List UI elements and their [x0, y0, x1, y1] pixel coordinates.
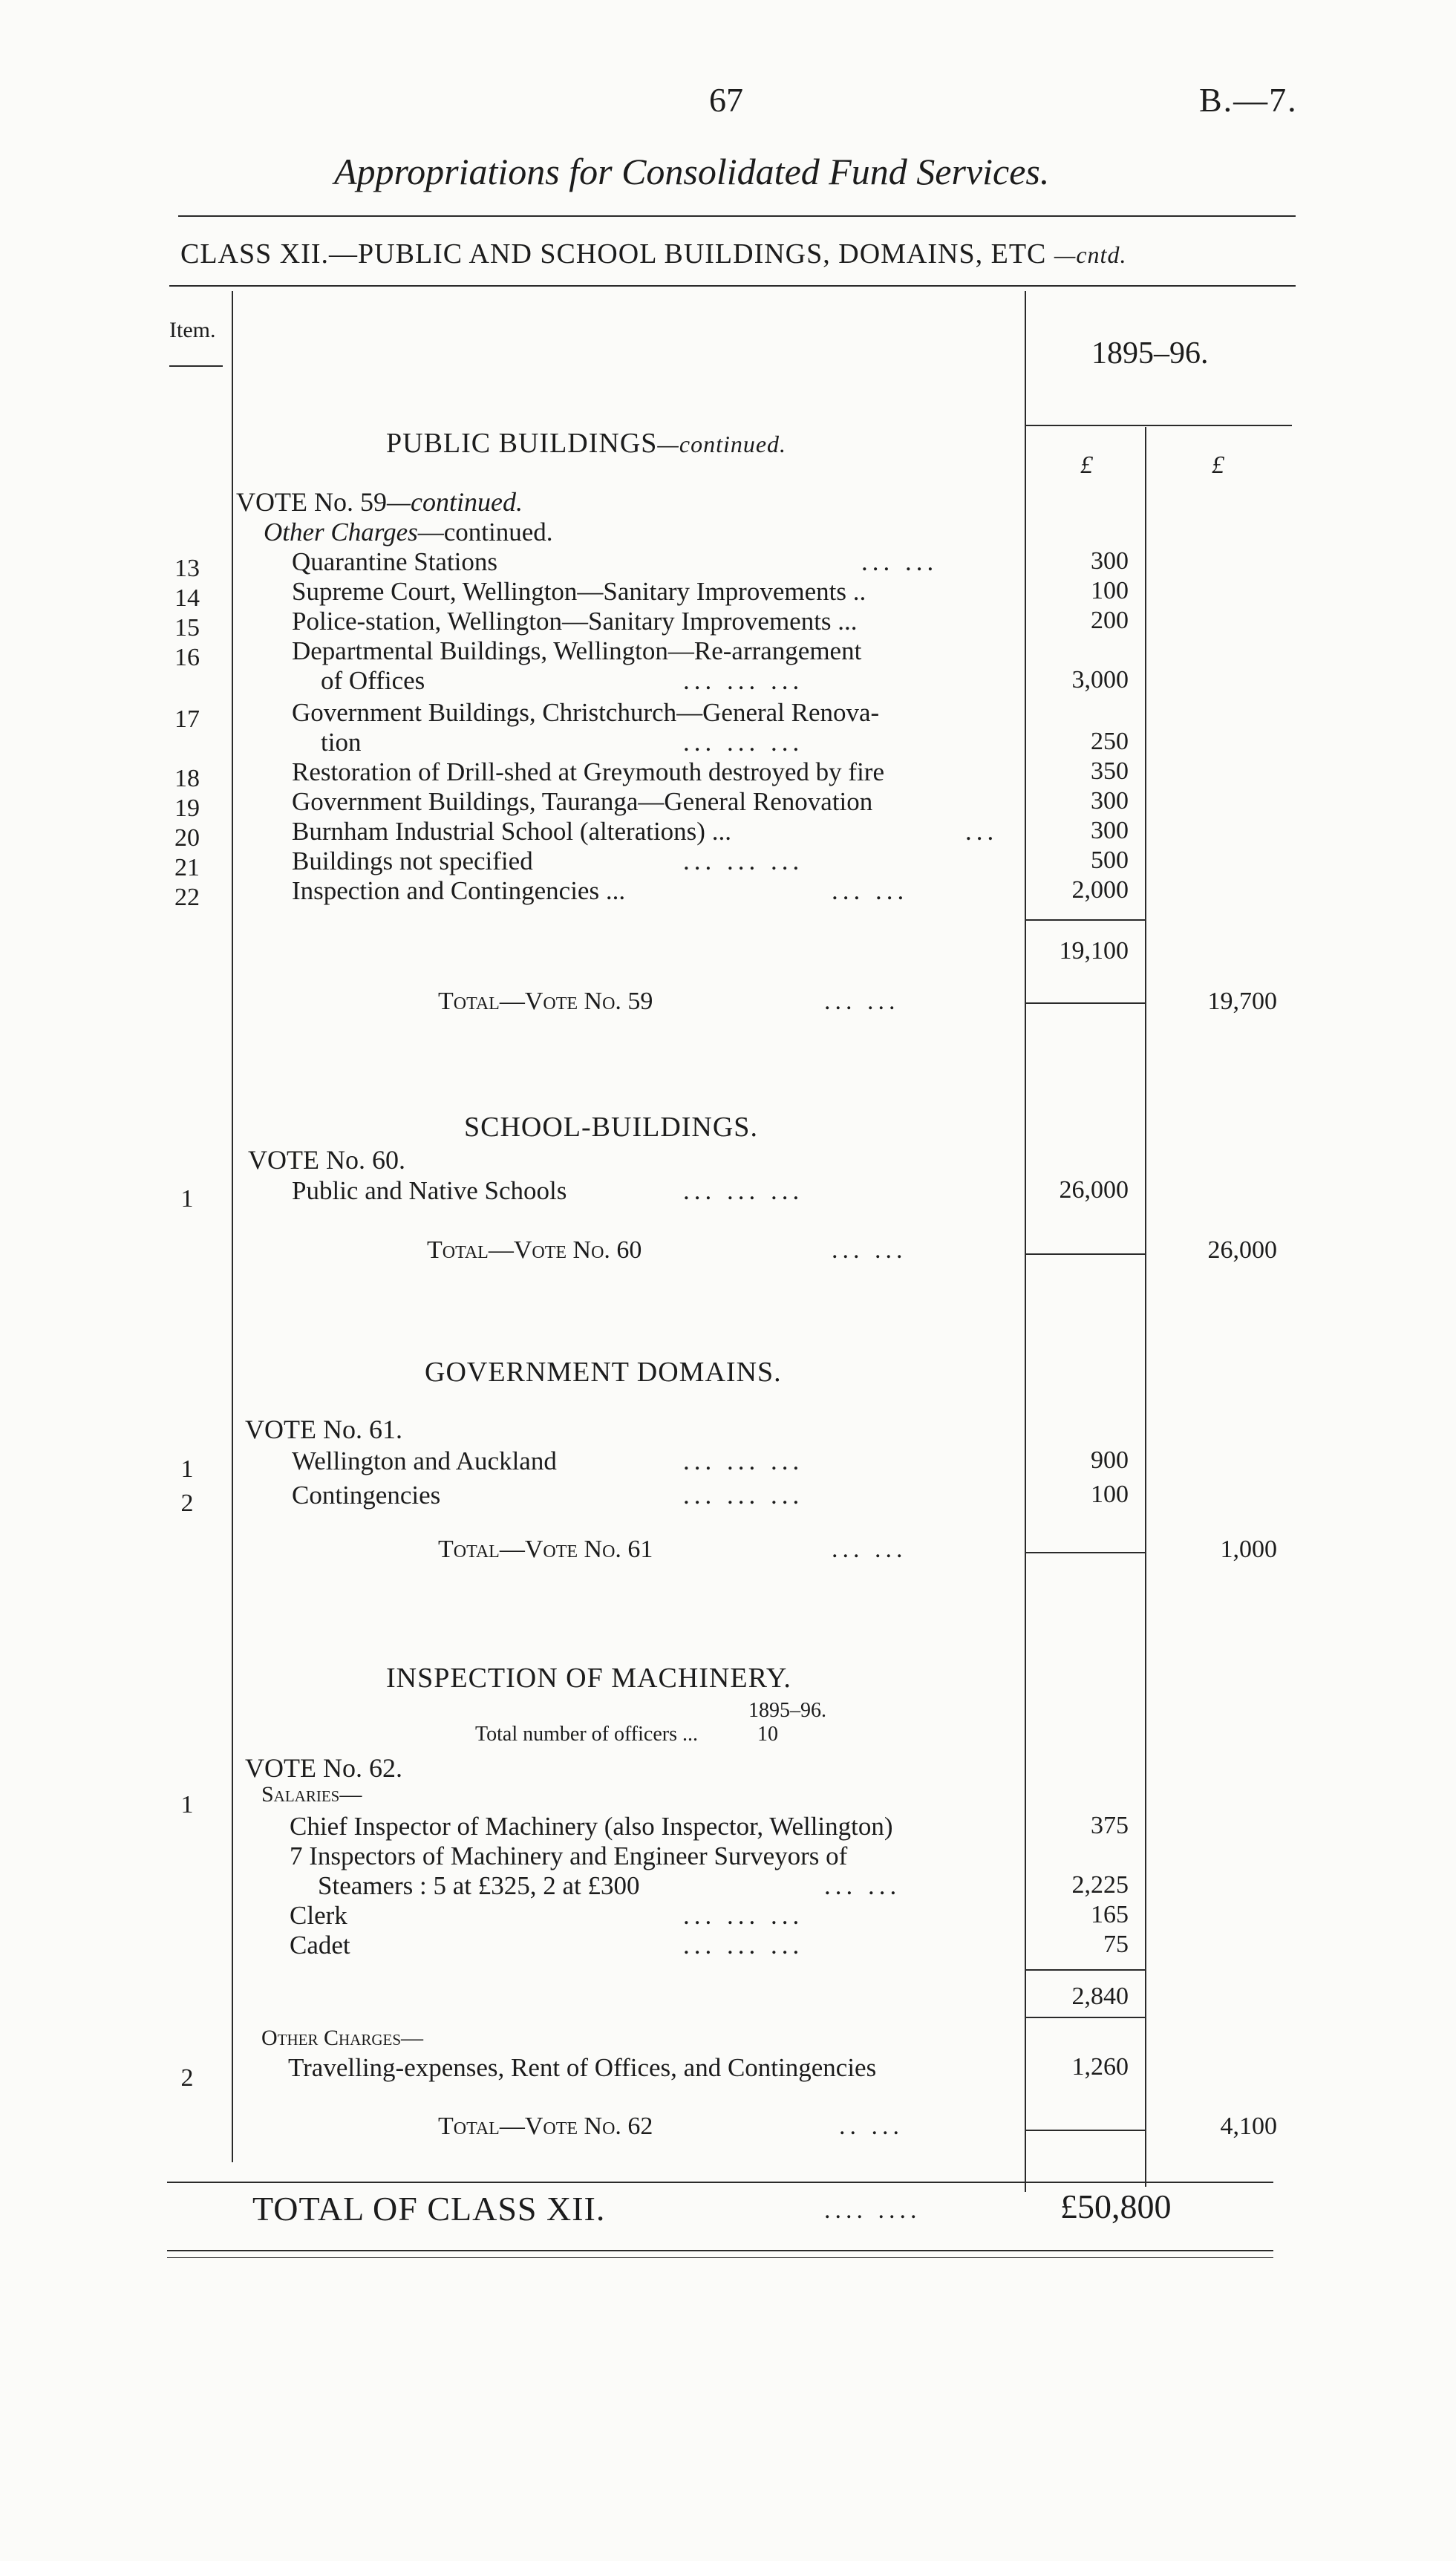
leader-dots: ...	[965, 817, 999, 846]
item-description: Buildings not specified	[292, 846, 533, 875]
item-amount: 100	[1091, 577, 1129, 604]
item-amount: 300	[1091, 817, 1129, 844]
officers-count: 10	[757, 1723, 778, 1746]
class-total-label: TOTAL OF CLASS XII.	[252, 2190, 606, 2228]
vote-59-total: 19,700	[1207, 988, 1277, 1015]
salary-amount: 165	[1091, 1901, 1129, 1928]
total-rule	[1026, 2130, 1145, 2131]
table-top-rule	[169, 285, 1296, 287]
salary-amount: 75	[1103, 1931, 1129, 1958]
total-column-divider	[1145, 427, 1146, 2187]
vote-62-heading: VOTE No. 62.	[245, 1753, 402, 1783]
salaries-subtotal: 2,840	[1071, 1983, 1129, 2010]
vote-62-total: 4,100	[1220, 2113, 1277, 2140]
item-number: 17	[174, 705, 200, 733]
leader-dots: .. ...	[839, 2113, 904, 2140]
leader-dots: ... ...	[832, 1536, 907, 1563]
officers-year-label: 1895–96.	[748, 1699, 826, 1722]
class-total-amount: £50,800	[1060, 2188, 1172, 2225]
item-number: 22	[174, 884, 200, 911]
leader-dots: ... ...	[824, 1871, 901, 1900]
currency-header-1: £	[1080, 451, 1093, 479]
leader-dots: ... ...	[824, 988, 900, 1015]
item-description: Police-station, Wellington—Sanitary Improvements ...	[292, 607, 858, 636]
currency-header-2: £	[1212, 451, 1224, 479]
item-amount: 300	[1091, 547, 1129, 575]
item-description: Departmental Buildings, Wellington—Re-arrangement	[292, 636, 862, 665]
item-number: 2	[180, 1490, 194, 1517]
item-column-divider	[232, 291, 233, 2162]
vote-60-total-label: Total—Vote No. 60	[427, 1236, 642, 1264]
item-amount: 100	[1091, 1481, 1129, 1508]
salary-description: Cadet	[290, 1931, 350, 1960]
item-description-continued: tion	[321, 728, 362, 757]
officers-label: Total number of officers ...	[475, 1723, 698, 1746]
leader-dots: ... ... ...	[683, 1446, 804, 1475]
class-heading: CLASS XII.—PUBLIC AND SCHOOL BUILDINGS, DOMAINS, ETC —cntd.	[180, 238, 1127, 270]
page-number: 67	[709, 81, 743, 119]
section-heading-school-buildings: SCHOOL-BUILDINGS.	[464, 1112, 758, 1143]
vote-62-total-label: Total—Vote No. 62	[438, 2113, 653, 2140]
item-amount: 500	[1091, 846, 1129, 874]
leader-dots: ... ... ...	[683, 1901, 804, 1930]
leader-dots: ... ... ...	[683, 1931, 804, 1960]
item-amount: 300	[1091, 787, 1129, 815]
subtotal-rule	[1026, 2017, 1145, 2018]
leader-dots: ... ... ...	[683, 846, 804, 875]
salary-description: Chief Inspector of Machinery (also Inspector, Wellington)	[290, 1812, 893, 1841]
item-amount: 900	[1091, 1446, 1129, 1474]
vote-61-total-label: Total—Vote No. 61	[438, 1536, 653, 1563]
item-number: 13	[174, 555, 200, 582]
item-description: Wellington and Auckland	[292, 1446, 557, 1475]
item-column-header: Item.	[169, 318, 216, 342]
item-amount: 2,000	[1071, 876, 1129, 904]
leader-dots: ... ...	[832, 876, 909, 905]
class-total-bottom-rule	[167, 2250, 1273, 2251]
class-total-top-rule	[167, 2182, 1273, 2183]
vote-60-heading: VOTE No. 60.	[248, 1145, 405, 1175]
section-heading-government-domains: GOVERNMENT DOMAINS.	[425, 1357, 782, 1388]
total-rule	[1026, 1552, 1145, 1553]
other-charges-label: Other Charges—	[261, 2026, 424, 2050]
item-number: 16	[174, 644, 200, 671]
section-heading-public-buildings: PUBLIC BUILDINGS—continued.	[386, 428, 787, 459]
leader-dots: ... ...	[861, 547, 938, 576]
item-description-continued: of Offices	[321, 666, 425, 695]
item-number: 1	[180, 1455, 194, 1483]
item-description: Quarantine Stations	[292, 547, 498, 576]
other-charge-amount: 1,260	[1071, 2053, 1129, 2081]
item-amount: 250	[1091, 728, 1129, 755]
subtotal-rule	[1026, 1969, 1145, 1971]
salary-amount: 2,225	[1071, 1871, 1129, 1899]
item-description: Inspection and Contingencies ...	[292, 876, 626, 905]
salaries-label: Salaries—	[261, 1782, 362, 1807]
amount-column-divider	[1025, 291, 1026, 2192]
vote-61-heading: VOTE No. 61.	[245, 1415, 402, 1444]
other-charge-description: Travelling-expenses, Rent of Offices, and Contingencies	[288, 2053, 877, 2082]
total-rule	[1026, 1002, 1145, 1004]
vote-59-total-label: Total—Vote No. 59	[438, 988, 653, 1015]
item-description: Government Buildings, Christchurch—General Renova-	[292, 698, 880, 727]
vote-61-total: 1,000	[1220, 1536, 1277, 1563]
class-total-double-rule	[167, 2257, 1273, 2258]
item-description: Public and Native Schools	[292, 1176, 567, 1205]
item-description: Burnham Industrial School (alterations) ...	[292, 817, 731, 846]
section-heading-inspection-machinery: INSPECTION OF MACHINERY.	[386, 1663, 791, 1694]
vote-59-subtotal: 19,100	[1059, 937, 1129, 965]
item-description: Supreme Court, Wellington—Sanitary Improvements ..	[292, 577, 866, 606]
item-description: Government Buildings, Tauranga—General Renovation	[292, 787, 873, 816]
page-title: Appropriations for Consolidated Fund Services.	[334, 151, 1050, 192]
item-amount: 350	[1091, 757, 1129, 785]
item-amount: 200	[1091, 607, 1129, 634]
header-rule	[178, 215, 1296, 217]
year-header-rule	[1025, 425, 1292, 426]
total-rule	[1026, 1253, 1145, 1255]
salary-description: Clerk	[290, 1901, 347, 1930]
item-number: 15	[174, 614, 200, 642]
item-header-rule	[169, 365, 223, 367]
leader-dots: ... ...	[832, 1236, 907, 1264]
leader-dots: ... ... ...	[683, 728, 804, 757]
leader-dots: ... ... ...	[683, 1176, 804, 1205]
item-description: Contingencies	[292, 1481, 441, 1510]
item-number: 14	[174, 584, 200, 612]
item-number: 20	[174, 824, 200, 852]
item-description: Restoration of Drill-shed at Greymouth destroyed by fire	[292, 757, 884, 786]
item-amount: 3,000	[1071, 666, 1129, 694]
item-number: 2	[180, 2064, 194, 2092]
item-number: 1	[180, 1185, 194, 1213]
item-number: 1	[180, 1791, 194, 1818]
item-number: 19	[174, 795, 200, 822]
salary-amount: 375	[1091, 1812, 1129, 1839]
year-column-header: 1895–96.	[1091, 336, 1209, 371]
item-number: 21	[174, 854, 200, 881]
other-charges-label: Other Charges—continued.	[264, 518, 553, 547]
item-amount: 26,000	[1059, 1176, 1129, 1204]
item-number: 18	[174, 765, 200, 792]
document-reference: B.—7.	[1199, 81, 1298, 119]
leader-dots: ... ... ...	[683, 1481, 804, 1510]
leader-dots: .... ....	[824, 2196, 921, 2224]
vote-59-heading: VOTE No. 59—continued.	[236, 487, 523, 517]
leader-dots: ... ... ...	[683, 666, 804, 695]
salary-description-continued: Steamers : 5 at £325, 2 at £300	[318, 1871, 640, 1900]
salary-description: 7 Inspectors of Machinery and Engineer Surveyors of	[290, 1841, 848, 1870]
subtotal-rule	[1026, 919, 1145, 921]
vote-60-total: 26,000	[1207, 1236, 1277, 1264]
